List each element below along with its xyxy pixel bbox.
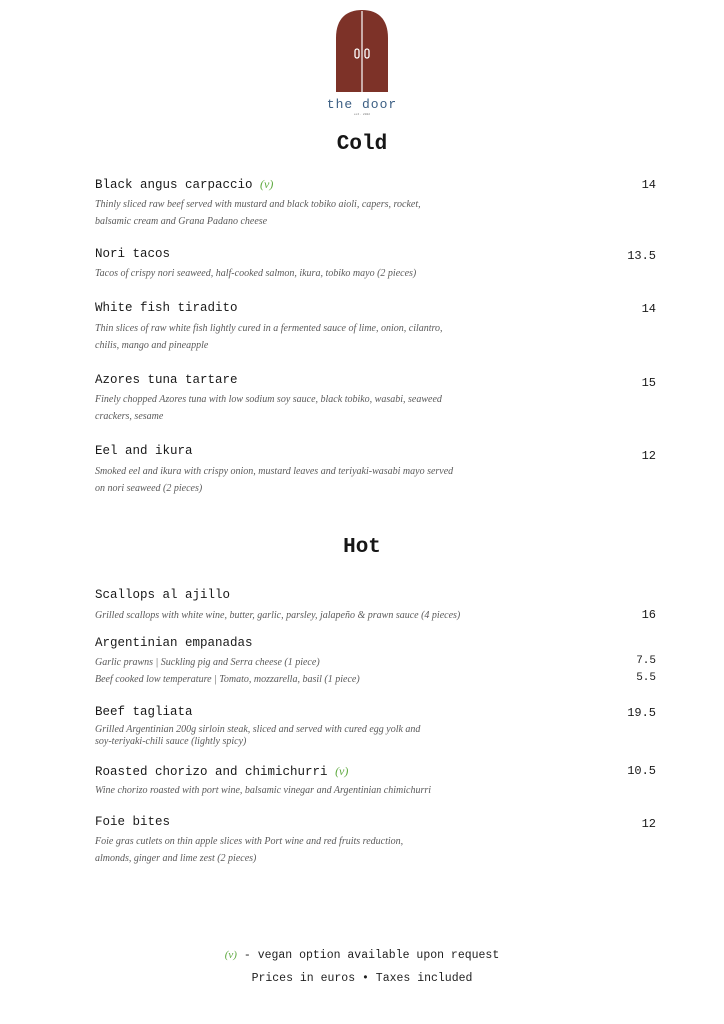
menu-item-price: 12 — [641, 817, 656, 831]
door-logo — [333, 8, 391, 94]
brand-name: the door — [326, 97, 398, 112]
menu-item-name: Black angus carpaccio (v) — [95, 177, 274, 192]
section-title-cold: Cold — [336, 133, 388, 156]
menu-item-desc: Tacos of crispy nori seaweed, half-cooked salmon, ikura, tobiko mayo (2 pieces) — [95, 268, 417, 279]
menu-item-desc: Grilled scallops with white wine, butter, garlic, parsley, jalapeño & prawn sauce (4 pieces) — [95, 610, 461, 621]
menu-item-name: Beef tagliata — [95, 705, 193, 719]
menu-item-desc: chilis, mango and pineapple — [95, 340, 209, 351]
vegan-note: (v) - vegan option available upon request — [224, 949, 500, 962]
menu-item-option: Beef cooked low temperature | Tomato, mozzarella, basil (1 piece) — [95, 674, 360, 685]
menu-item-price: 19.5 — [627, 706, 656, 720]
menu-item-option-price: 5.5 — [636, 672, 656, 684]
menu-item-desc: Thinly sliced raw beef served with mustard and black tobiko aioli, capers, rocket, — [95, 199, 421, 210]
menu-item-desc: crackers, sesame — [95, 411, 164, 422]
menu-item-desc: balsamic cream and Grana Padano cheese — [95, 216, 268, 227]
vegan-mark: (v) — [224, 949, 237, 961]
menu-item-price: 12 — [641, 449, 656, 463]
menu-item-price: 16 — [641, 608, 656, 622]
menu-item-option: Garlic prawns | Suckling pig and Serra cheese (1 piece) — [95, 657, 320, 668]
menu-item-name: Azores tuna tartare — [95, 373, 238, 387]
vegan-mark: (v) — [260, 177, 274, 191]
menu-item-desc: Finely chopped Azores tuna with low sodium soy sauce, black tobiko, wasabi, seaweed — [95, 394, 442, 405]
menu-item-price: 14 — [641, 302, 656, 316]
menu-item-desc: Grilled Argentinian 200g sirloin steak, sliced and served with cured egg yolk and — [95, 724, 421, 735]
section-title-hot: Hot — [343, 536, 381, 559]
menu-item-name: Scallops al ajillo — [95, 588, 231, 602]
menu-item-price: 10.5 — [627, 764, 656, 778]
menu-item-name: White fish tiradito — [95, 301, 238, 315]
vegan-mark: (v) — [335, 764, 349, 778]
menu-item-desc: Thin slices of raw white fish lightly cured in a fermented sauce of lime, onion, cilantro, — [95, 323, 443, 334]
menu-item-desc: on nori seaweed (2 pieces) — [95, 483, 203, 494]
menu-item-price: 14 — [641, 178, 656, 192]
menu-item-price: 15 — [641, 376, 656, 390]
brand-est: est. 2022 — [353, 113, 371, 116]
menu-item-desc: Smoked eel and ikura with crispy onion, mustard leaves and teriyaki-wasabi mayo served — [95, 466, 454, 477]
menu-item-desc: almonds, ginger and lime zest (2 pieces) — [95, 853, 257, 864]
menu-item-name: Argentinian empanadas — [95, 636, 253, 650]
prices-note: Prices in euros • Taxes included — [251, 972, 473, 985]
menu-item-desc: Foie gras cutlets on thin apple slices with Port wine and red fruits reduction, — [95, 836, 404, 847]
menu-item-name: Eel and ikura — [95, 444, 193, 458]
menu-item-name: Roasted chorizo and chimichurri (v) — [95, 764, 349, 779]
menu-item-name: Foie bites — [95, 815, 171, 829]
menu-item-option-price: 7.5 — [636, 655, 656, 667]
menu-item-price: 13.5 — [627, 249, 656, 263]
menu-item-desc: soy-teriyaki-chili sauce (lightly spicy) — [95, 736, 247, 747]
menu-item-name: Nori tacos — [95, 247, 171, 261]
menu-item-desc: Wine chorizo roasted with port wine, balsamic vinegar and Argentinian chimichurri — [95, 785, 432, 796]
